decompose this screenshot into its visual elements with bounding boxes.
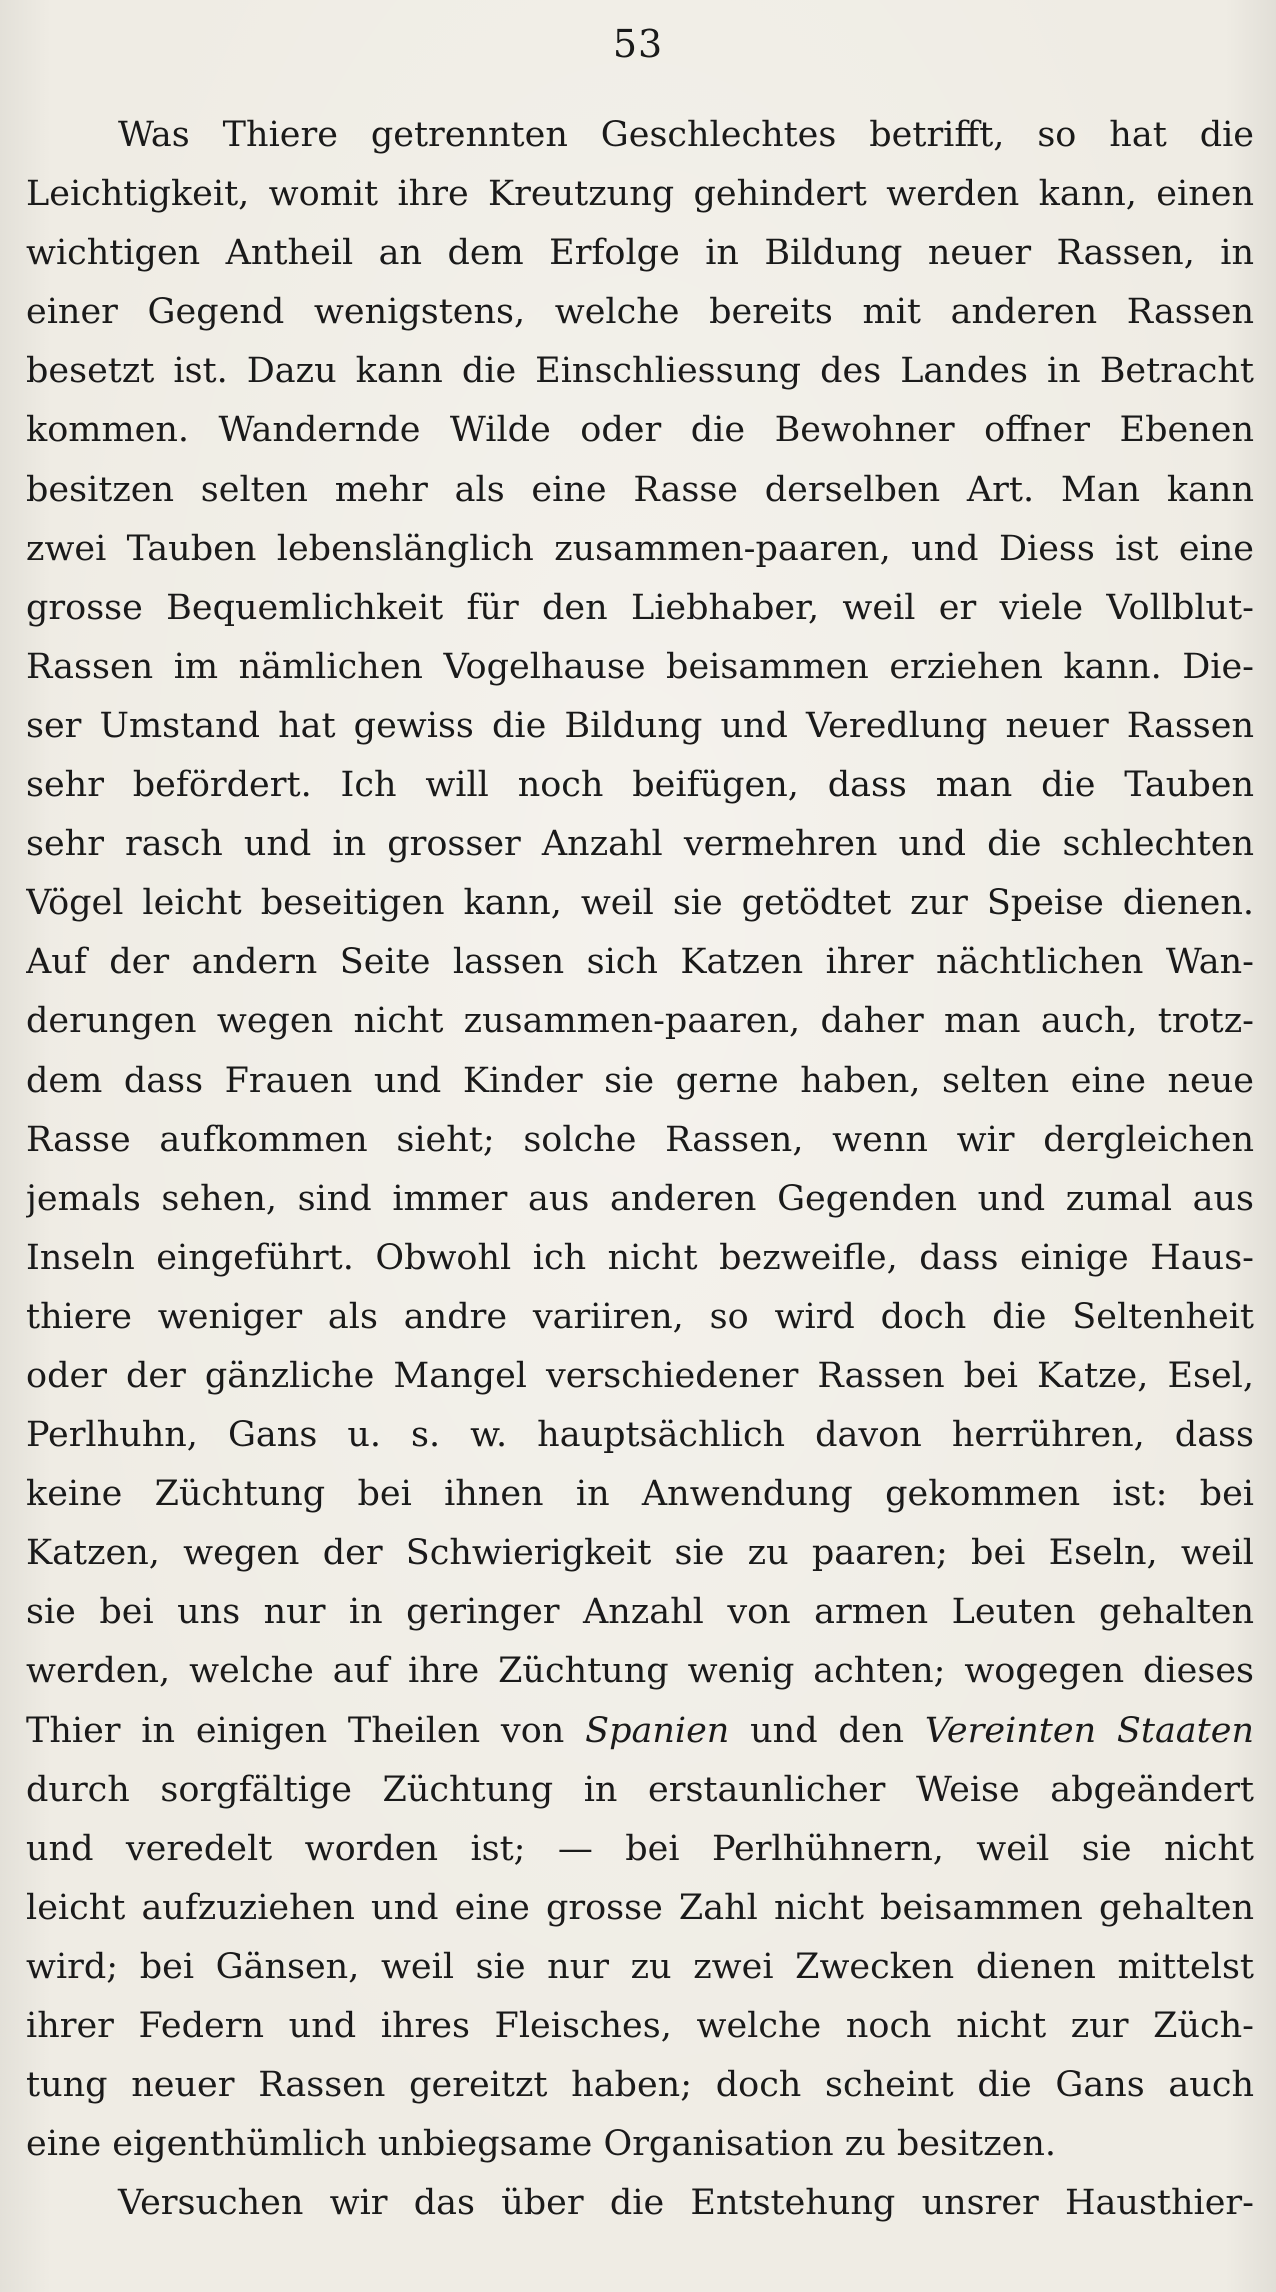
text-line: tung neuer Rassen gereitzt haben; doch scheint die Gans auch bbox=[26, 2065, 1254, 2106]
text-line: Rasse aufkommen sieht; solche Rassen, wenn wir dergleichen bbox=[26, 1119, 1254, 1160]
text-line: und veredelt worden ist; — bei Perlhühnern, weil sie nicht bbox=[26, 1828, 1254, 1869]
text-segment: Thier in einigen Theilen von bbox=[26, 1710, 586, 1751]
text-line: thiere weniger als andre variiren, so wird doch die Seltenheit bbox=[26, 1296, 1254, 1337]
text-line: sehr rasch und in grosser Anzahl vermehren und die schlechten bbox=[26, 824, 1254, 865]
text-line: kommen. Wandernde Wilde oder die Bewohner offner Ebenen bbox=[26, 410, 1254, 451]
text-line: Was Thiere getrennten Geschlechtes betrifft, so hat die bbox=[118, 115, 1254, 155]
text-line: Katzen, wegen der Schwierigkeit sie zu paaren; bei Eseln, weil bbox=[26, 1533, 1254, 1574]
text-line: Inseln eingeführt. Obwohl ich nicht bezweifle, dass einige Haus- bbox=[26, 1237, 1254, 1278]
text-line: zwei Tauben lebenslänglich zusammen-paaren, und Diess ist eine bbox=[26, 528, 1254, 569]
text-line: Perlhuhn, Gans u. s. w. hauptsächlich davon herrühren, dass bbox=[26, 1415, 1254, 1456]
next-paragraph-line: Versuchen wir das über die Entstehung unsrer Hausthier- bbox=[118, 2183, 1254, 2224]
text-line: wird; bei Gänsen, weil sie nur zu zwei Zwecken dienen mittelst bbox=[26, 1946, 1254, 1987]
text-line: Auf der andern Seite lassen sich Katzen ihrer nächtlichen Wan- bbox=[26, 942, 1254, 983]
text-line: keine Züchtung bei ihnen in Anwendung gekommen ist: bei bbox=[26, 1474, 1254, 1515]
text-line: ser Umstand hat gewiss die Bildung und Veredlung neuer Rassen bbox=[26, 705, 1254, 746]
text-line-with-italics bbox=[26, 1702, 1254, 1761]
body-text bbox=[26, 106, 1254, 2233]
text-line: derungen wegen nicht zusammen-paaren, daher man auch, trotz- bbox=[26, 1001, 1254, 1042]
page-number: 53 bbox=[612, 22, 664, 66]
text-line: Leichtigkeit, womit ihre Kreutzung gehindert werden kann, einen bbox=[26, 174, 1254, 215]
text-line: Vögel leicht beseitigen kann, weil sie getödtet zur Speise dienen. bbox=[26, 883, 1254, 924]
text-line: oder der gänzliche Mangel verschiedener Rassen bei Katze, Esel, bbox=[26, 1355, 1254, 1396]
text-line: besetzt ist. Dazu kann die Einschliessung des Landes in Betracht bbox=[26, 351, 1254, 392]
place-name-italic: Vereinten Staaten bbox=[924, 1710, 1254, 1751]
text-line: sehr befördert. Ich will noch beifügen, dass man die Tauben bbox=[26, 765, 1254, 806]
text-line: durch sorgfältige Züchtung in erstaunlicher Weise abgeändert bbox=[26, 1769, 1254, 1810]
text-line: ihrer Federn und ihres Fleisches, welche noch nicht zur Züch- bbox=[26, 2006, 1254, 2046]
text-line: dem dass Frauen und Kinder sie gerne haben, selten eine neue bbox=[26, 1060, 1254, 1101]
text-line: sie bei uns nur in geringer Anzahl von armen Leuten gehalten bbox=[26, 1592, 1254, 1633]
text-line: leicht aufzuziehen und eine grosse Zahl nicht beisammen gehalten bbox=[26, 1887, 1254, 1928]
text-line: wichtigen Antheil an dem Erfolge in Bildung neuer Rassen, in bbox=[26, 233, 1254, 274]
text-line: einer Gegend wenigstens, welche bereits mit anderen Rassen bbox=[26, 292, 1254, 333]
text-line: Rassen im nämlichen Vogelhause beisammen erziehen kann. Die- bbox=[26, 646, 1254, 687]
text-line: werden, welche auf ihre Züchtung wenig achten; wogegen dieses bbox=[26, 1651, 1254, 1692]
place-name-italic: Spanien bbox=[585, 1710, 730, 1751]
paragraph-end-line: eine eigenthümlich unbiegsame Organisation zu besitzen. bbox=[26, 2124, 1057, 2165]
text-line: besitzen selten mehr als eine Rasse derselben Art. Man kann bbox=[26, 469, 1254, 510]
text-segment: und den bbox=[729, 1710, 925, 1751]
text-line: grosse Bequemlichkeit für den Liebhaber, weil er viele Vollblut- bbox=[26, 587, 1254, 628]
text-line: jemals sehen, sind immer aus anderen Gegenden und zumal aus bbox=[26, 1178, 1254, 1219]
